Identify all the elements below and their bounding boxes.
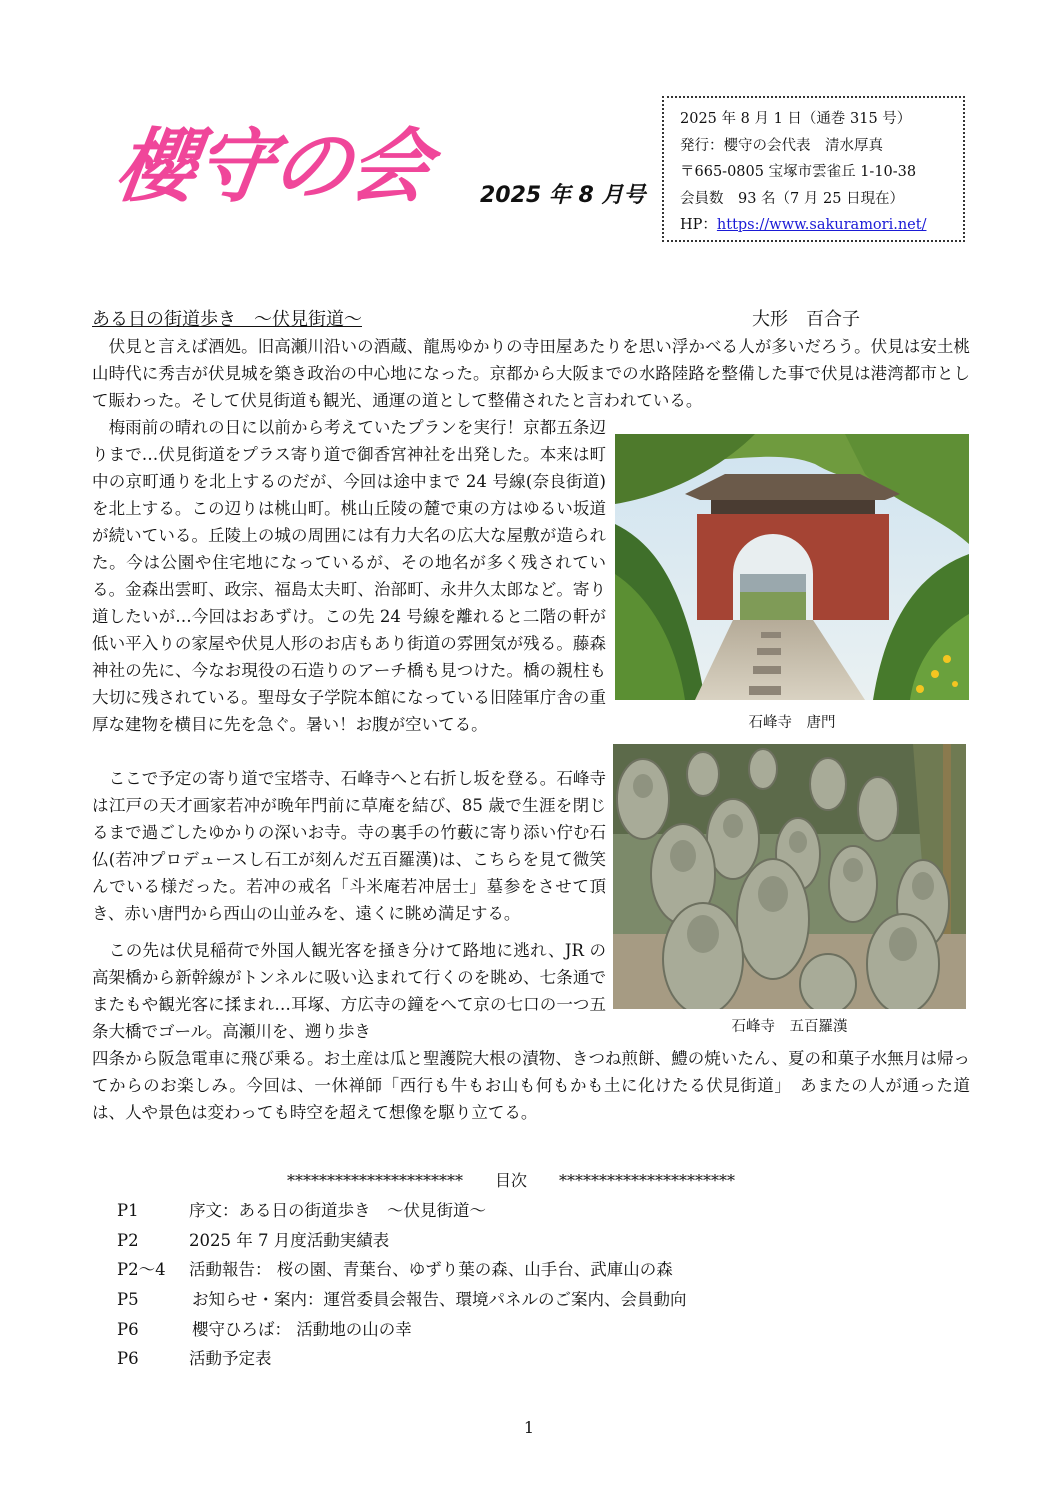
temple-gate-photo (615, 434, 969, 700)
article-paragraph-3: ここで予定の寄り道で宝塔寺、石峰寺へと右折し坂を登る。石峰寺は江戸の天才画家若冲が晩年門前に草庵を結び、85 歳で生涯を閉じるまで過ごしたゆかりの深いお寺。寺の裏手の竹藪に寄り添い佇む石仏(若冲プロデュースし石工が刻んだ五百羅漢)は、こちらを見て微笑んでいる様だった。若冲の戒名「斗米庵若冲居士」墓参をさせて頂き、赤い唐門から西山の山並みを、遠くに眺め満足する。 (92, 769, 606, 923)
article-title: ある日の街道歩き ～伏見街道～ (92, 309, 362, 330)
info-date-line: 2025 年 8 月 1 日（通巻 315 号） (680, 111, 912, 127)
toc-row-text: 2025 年 7 月度活動実績表 (189, 1231, 390, 1250)
article-paragraph-4b: 四条から阪急電車に飛び乗る。お土産は瓜と聖護院大根の漬物、きつね煎餅、鱧の焼いたん、夏の和菓子水無月は帰ってからのお楽しみ。今回は、一休禅師「西行も牛もお山も何もかも土に化けたる伏見街道」 あまたの人が通った道は、人や景色は変わっても時空を超えて想像を駆り立てる。 (92, 1049, 970, 1122)
rakan-statues-photo (613, 744, 966, 1009)
toc-row-page: P2 (117, 1231, 139, 1250)
article-paragraph-4a: この先は伏見稲荷で外国人観光客を掻き分けて路地に逃れ、JR の高架橋から新幹線がトンネルに吸い込まれて行くのを眺め、七条通でまたもや観光客に揉まれ…耳塚、方広寺の鐘をへて京の七口の一つ五条大橋でゴール。高瀬川を、遡り歩き (92, 941, 606, 1041)
rakan-statues-illustration (613, 744, 966, 1009)
hp-link[interactable]: https://www.sakuramori.net/ (716, 217, 927, 233)
toc-row-page: P6 (117, 1349, 139, 1368)
toc-row-text: 活動報告： 桜の園、青葉台、ゆずり葉の森、山手台、武庫山の森 (189, 1260, 673, 1279)
publication-info-box (662, 96, 965, 242)
temple-gate-illustration (615, 434, 969, 700)
toc-row-text: 序文：ある日の街道歩き ～伏見街道～ (189, 1201, 486, 1220)
toc-row-text: 活動予定表 (189, 1349, 272, 1368)
temple-gate-caption: 石峰寺 唐門 (748, 715, 836, 731)
issue-label: 2025 年 8 月号 (480, 183, 646, 208)
info-publisher-line: 発行：櫻守の会代表 清水厚真 (680, 137, 883, 154)
article-paragraph-2: 梅雨前の晴れの日に以前から考えていたプランを実行！京都五条辺りまで…伏見街道をプラス寄り道で御香宮神社を出発した。本来は町中の京町通りを北上するのだが、今回は途中まで 24 号線(奈良街道)を北上する。この辺りは桃山町。桃山丘陵の麓で東の方はゆるい坂道が続いている。丘陵上の城の周囲には有力大名の広大な屋敷が造られた。今は公園や住宅地になっているが、その地名が多く残されている。金森出雲町、政宗、福島太夫町、治部町、永井久太郎など。寄り道したいが…今回はおあずけ。この先 24 号線を離れると二階の軒が低い平入りの家屋や伏見人形のお店もあり街道の雰囲気が残る。藤森神社の先に、今なお現役の石造りのアーチ橋も見つけた。橋の親柱も大切に残されている。聖母女子学院本館になっている旧陸軍庁舎の重厚な建物を横目に先を急ぐ。暑い！お腹が空いてる。 (92, 418, 606, 734)
toc-row-page: P5 (117, 1290, 139, 1309)
info-address-line: 〒665-0805 宝塚市雲雀丘 1-10-38 (680, 164, 917, 180)
toc-row-text: お知らせ・案内：運営委員会報告、環境パネルのご案内、会員動向 (192, 1290, 687, 1309)
hp-label: HP： (680, 217, 717, 233)
toc-row-page: P6 (117, 1320, 139, 1339)
toc-row-page: P1 (117, 1201, 139, 1220)
rakan-statues-caption: 石峰寺 五百羅漢 (731, 1019, 848, 1035)
toc-row-page: P2～4 (117, 1260, 166, 1279)
toc-heading: ********************** 目次 ********************** (287, 1171, 736, 1190)
page-number: 1 (523, 1418, 535, 1437)
article-paragraph-1: 伏見と言えば酒処。旧高瀬川沿いの酒蔵、龍馬ゆかりの寺田屋あたりを思い浮かべる人が多いだろう。伏見は安土桃山時代に秀吉が伏見城を築き政治の中心地になった。京都から大阪までの水路陸路を整備した事で伏見は港湾都市として賑わった。そして伏見街道も観光、通運の道として整備されたと言われている。 (92, 337, 971, 410)
info-hp-line (680, 212, 955, 239)
info-members-line: 会員数 93 名（7 月 25 日現在） (680, 190, 905, 207)
toc-row-text: 櫻守ひろば： 活動地の山の幸 (192, 1320, 412, 1339)
article-author: 大形 百合子 (752, 309, 860, 330)
newsletter-logo: 櫻守の会 (109, 120, 435, 213)
